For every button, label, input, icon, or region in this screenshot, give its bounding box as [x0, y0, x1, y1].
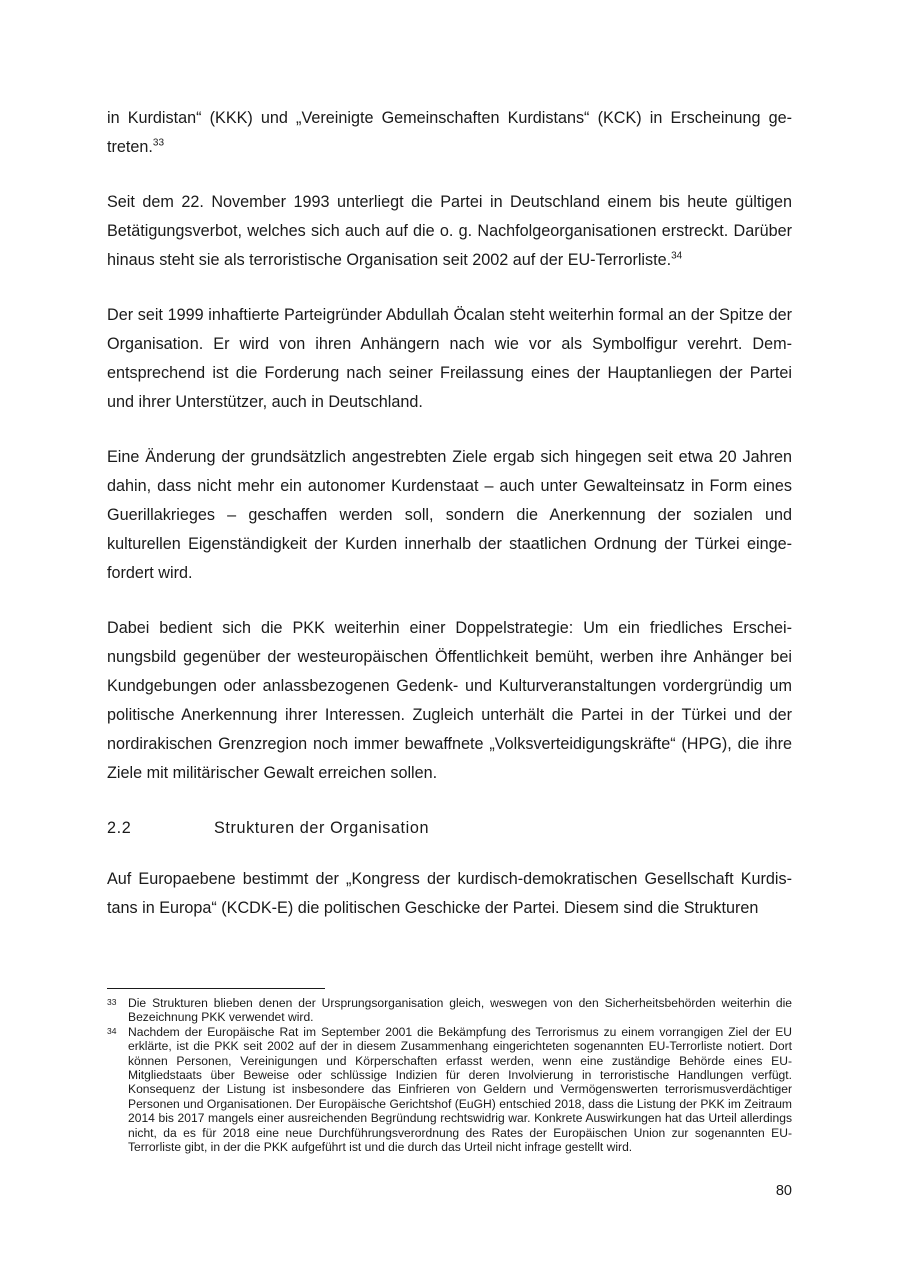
paragraph-oecalan: [107, 301, 792, 417]
paragraph-text: in Kurdistan“ (KKK) und „Vereinigte Gemeinschaften Kurdistans“ (KCK) in Erscheinung getreten.: [107, 109, 792, 156]
paragraph-kcdk-e: [107, 865, 792, 923]
footnote-mark: 33: [107, 997, 117, 1007]
paragraph-betaetigungsverbot: [107, 188, 792, 275]
paragraph-text: Eine Änderung der grundsätzlich angestrebten Ziele ergab sich hingegen seit etwa 20 Jahren dahin, dass nicht mehr ein autonomer Kurdenstaat – auch unter Gewalteinsatz in Form eines Guerillakrieges – geschaffen werden soll, sondern die Anerkennung der sozialen und kulturellen Eigenständigkeit der Kurden innerhalb der staatlichen Ordnung der Türkei eingefordert wird.: [107, 448, 792, 582]
section-heading: [107, 814, 792, 843]
paragraph-text: Auf Europaebene bestimmt der „Kongress der kurdisch-demokratischen Gesellschaft Kurdistans in Europa“ (KCDK-E) die politischen Geschicke der Partei. Diesem sind die Strukturen: [107, 870, 792, 917]
footnote-separator: [107, 988, 325, 989]
footnote-text: Nachdem der Europäische Rat im September 2001 die Bekämpfung des Terrorismus zu einem vorrangigen Ziel der EU erklärte, ist die PKK seit 2002 auf der in diesem Zusammenhang eingerichteten sogenannten EU-Terrorliste notiert. Dort können Personen, Vereinigungen und Körperschaften erfasst werden, wenn eine zuständige Behörde eines EU-Mitgliedstaats über Beweise oder schlüssige Indizien für deren Involvierung in terroristische Handlungen verfügt. Konsequenz der Listung ist insbesondere das Einfrieren von Geldern und Vermögenswerten terrorismusverdächtiger Personen und Organisationen. Der Europäische Gerichtshof (EuGH) entschied 2018, dass die Listung der PKK im Zeitraum 2014 bis 2017 mangels einer ausreichenden Begründung rechtswidrig war. Konkrete Auswirkungen hat das Urteil allerdings nicht, da es für 2018 eine neue Durchführungsverordnung des Rates der Europäischen Union zur sogenannten EU-Terrorliste gibt, in der die PKK aufgeführt ist und die durch das Urteil nicht infrage gestellt wird.: [128, 1024, 792, 1155]
footnotes: [107, 996, 792, 1154]
page-number: 80: [775, 1183, 792, 1199]
paragraph-ziele: [107, 443, 792, 588]
section-title: Strukturen der Organisation: [214, 819, 430, 837]
footnote-ref-34[interactable]: 34: [671, 250, 683, 262]
paragraph-text: Seit dem 22. November 1993 unterliegt die Partei in Deutschland einem bis heute gültigen Betätigungsverbot, welches sich auch auf die o. g. Nachfolgeorganisationen erstreckt. Darüber hinaus steht sie als terroristische Organisation seit 2002 auf der EU-Terrorliste.: [107, 193, 792, 269]
footnote-34: [107, 1025, 792, 1155]
footnote-text: Die Strukturen blieben denen der Ursprungsorganisation gleich, weswegen von den Sicherheitsbehörden weiterhin die Bezeichnung PKK verwendet wird.: [128, 996, 792, 1025]
paragraph-text: Der seit 1999 inhaftierte Parteigründer Abdullah Öcalan steht weiterhin formal an der Spitze der Organisation. Er wird von ihren Anhängern nach wie vor als Symbolfigur verehrt. Dementsprechend ist die Forderung nach seiner Freilassung eines der Hauptanliegen der Partei und ihrer Unterstützer, auch in Deutschland.: [107, 306, 792, 411]
footnote-mark: 34: [107, 1025, 117, 1036]
paragraph-kkk-kck: [107, 104, 792, 162]
footnote-33: [107, 996, 792, 1025]
paragraph-doppelstrategie: [107, 614, 792, 788]
page-body: [107, 104, 792, 949]
footnote-ref-33[interactable]: 33: [152, 137, 165, 149]
section-number: 2.2: [107, 819, 132, 837]
paragraph-text: Dabei bedient sich die PKK weiterhin einer Doppelstrategie: Um ein friedliches Erscheinungsbild gegenüber der westeuropäischen Öffentlichkeit bemüht, werben ihre Anhänger bei Kundgebungen oder anlassbezogenen Gedenk- und Kulturveranstaltungen vordergründig um politische Anerkennung ihrer Interessen. Zugleich unterhält die Partei in der Türkei und der nordirakischen Grenzregion noch immer bewaffnete „Volksverteidigungskräfte“ (HPG), die ihre Ziele mit militärischer Gewalt erreichen sollen.: [107, 619, 792, 782]
